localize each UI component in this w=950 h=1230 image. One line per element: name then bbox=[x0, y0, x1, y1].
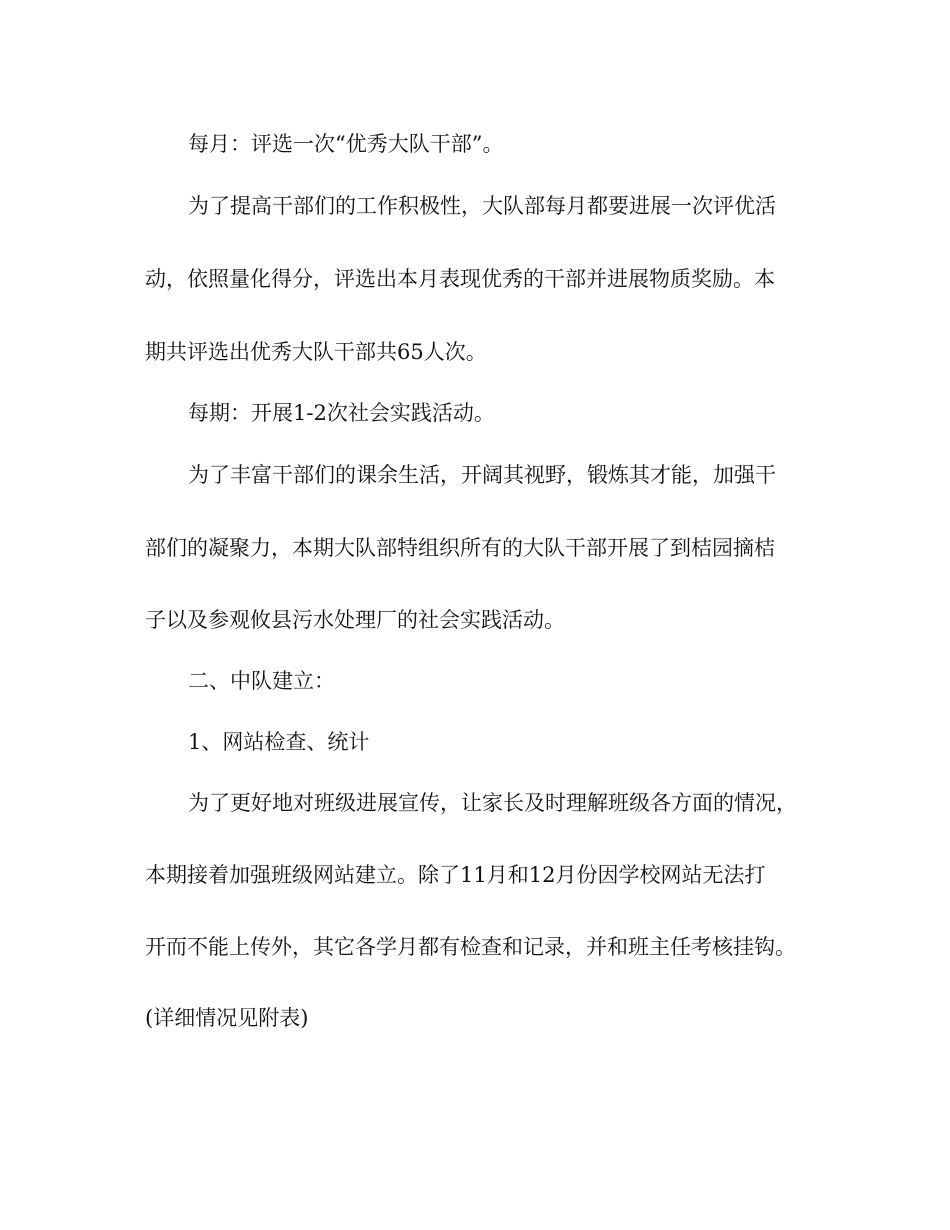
paragraph-line: 子以及参观攸县污水处理厂的社会实践活动。 bbox=[145, 608, 565, 632]
appendix-note: (详细情况见附表) bbox=[145, 1006, 309, 1030]
paragraph-line: 开而不能上传外，其它各学月都有检查和记录，并和班主任考核挂钩。 bbox=[145, 935, 796, 959]
paragraph-line: 为了丰富干部们的课余生活，开阔其视野，锻炼其才能，加强干 bbox=[188, 463, 776, 487]
monthly-heading: 每月：评选一次“优秀大队干部”。 bbox=[188, 132, 504, 156]
per-term-heading: 每期：开展1-2次社会实践活动。 bbox=[188, 401, 495, 425]
paragraph-line: 为了更好地对班级进展宣传，让家长及时理解班级各方面的情况， bbox=[188, 791, 797, 815]
paragraph-line: 部们的凝聚力，本期大队部特组织所有的大队干部开展了到桔园摘桔 bbox=[145, 536, 775, 560]
paragraph-line: 动，依照量化得分，评选出本月表现优秀的干部并进展物质奖励。本 bbox=[145, 267, 775, 291]
paragraph-line: 为了提高干部们的工作积极性，大队部每月都要进展一次评优活 bbox=[188, 194, 776, 218]
section-heading: 二、中队建立： bbox=[188, 669, 335, 693]
paragraph-line: 期共评选出优秀大队干部共65人次。 bbox=[145, 340, 487, 364]
subsection-heading: 1、网站检查、统计 bbox=[188, 730, 370, 754]
paragraph-line: 本期接着加强班级网站建立。除了11月和12月份因学校网站无法打 bbox=[145, 863, 766, 887]
